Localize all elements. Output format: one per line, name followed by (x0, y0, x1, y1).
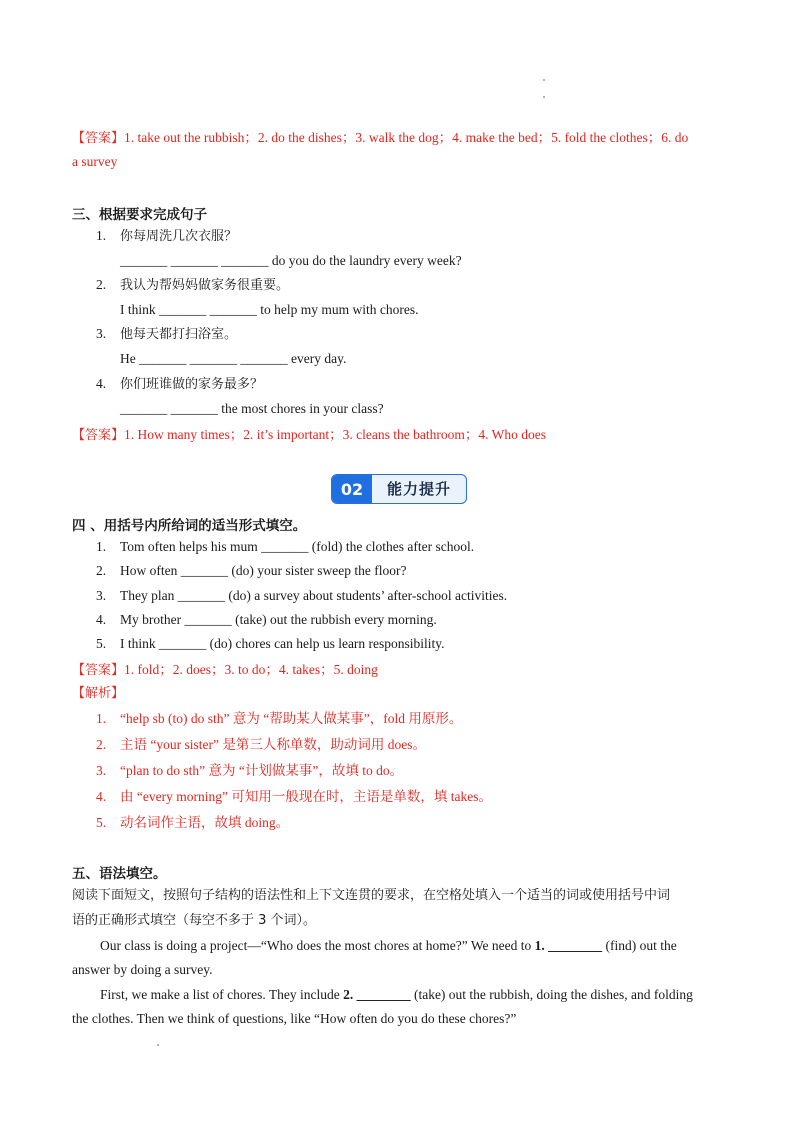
item-number: 3. (96, 326, 107, 341)
banner-title: 能力提升 (386, 480, 451, 498)
s3-item-4-en: _______ _______ the most chores in your class? (120, 401, 384, 416)
item-number: 5. (96, 636, 107, 651)
item-text: Tom often helps his mum _______ (fold) the clothes after school. (120, 539, 475, 554)
answer-text: 1. fold；2. does；3. to do；4. takes；5. doing (124, 662, 378, 677)
passage-text: (find) out the (605, 938, 677, 953)
analysis-item-5 (96, 814, 289, 832)
item-number: 1. (96, 539, 107, 554)
s4-item-5 (96, 635, 445, 653)
section-5-instructions-2: 语的正确形式填空（每空不多于 3 个词）。 (72, 913, 317, 928)
analysis-item-4 (96, 788, 492, 806)
analysis-text: “help sb (to) do sth” 意为 “帮助某人做某事”，fold 用原形。 (120, 711, 463, 726)
passage-line-3 (100, 986, 693, 1004)
s3-item-2 (96, 276, 289, 295)
footer-dot (157, 1044, 159, 1046)
item-number: 2. (96, 737, 107, 752)
section-3-title: 三、根据要求完成句子 (72, 207, 207, 223)
s3-item-2-en: I think _______ _______ to help my mum with chores. (120, 302, 419, 317)
passage-line-2: answer by doing a survey. (72, 962, 213, 977)
item-chinese: 他每天都打扫浴室。 (120, 327, 238, 342)
item-number: 5. (96, 815, 107, 830)
blank-number: 1. (534, 938, 545, 953)
analysis-item-1 (96, 710, 462, 728)
answer-label: 【答案】 (72, 131, 125, 146)
blank-number: 2. (343, 987, 354, 1002)
header-dot (543, 96, 545, 98)
item-text: My brother _______ (take) out the rubbish every morning. (120, 612, 437, 627)
analysis-text: 主语 “your sister” 是第三人称单数，助动词用 does。 (120, 737, 426, 752)
passage-text: Our class is doing a project—“Who does the most chores at home?” We need to (100, 938, 532, 953)
blank-field[interactable]: ________ (548, 938, 603, 953)
passage-text: (take) out the rubbish, doing the dishes, and folding (413, 987, 693, 1002)
header-dot (543, 79, 545, 81)
passage-line-1 (100, 937, 677, 955)
s3-item-1 (96, 227, 237, 246)
item-chinese: 你们班谁做的家务最多？ (120, 377, 264, 392)
section-4-title: 四 、用括号内所给词的适当形式填空。 (72, 518, 307, 534)
answer-label: 【答案】 (72, 428, 125, 443)
analysis-item-3 (96, 762, 403, 780)
item-text: How often _______ (do) your sister sweep the floor? (120, 563, 407, 578)
answer-text: 1. How many times；2. it’s important；3. cleans the bathroom；4. Who does (124, 427, 546, 442)
s3-item-4 (96, 375, 263, 394)
analysis-label: 【解析】 (72, 686, 125, 701)
passage-text: First, we make a list of chores. They include (100, 987, 340, 1002)
analysis-text: 动名词作主语，故填 doing。 (120, 815, 290, 830)
item-number: 4. (96, 612, 107, 627)
item-number: 2. (96, 563, 107, 578)
analysis-item-2 (96, 736, 426, 754)
s3-item-3 (96, 325, 237, 344)
analysis-text: “plan to do sth” 意为 “计划做某事”，故填 to do。 (120, 763, 404, 778)
analysis-text: 由 “every morning” 可知用一般现在时，主语是单数，填 takes。 (120, 789, 492, 804)
s4-item-4 (96, 611, 437, 629)
answer-label: 【答案】 (72, 663, 125, 678)
answer-block-4 (72, 661, 378, 680)
section-banner (331, 474, 467, 504)
item-number: 3. (96, 763, 107, 778)
blank-field[interactable]: ________ (356, 987, 411, 1002)
s4-item-2 (96, 562, 406, 580)
passage-line-4: the clothes. Then we think of questions, like “How often do you do these chores?” (72, 1011, 517, 1026)
answer-block-1-cont: a survey (72, 154, 118, 169)
item-number: 4. (96, 376, 107, 391)
item-chinese: 我认为帮妈妈做家务很重要。 (120, 278, 290, 293)
answer-text: 1. take out the rubbish；2. do the dishes；3. walk the dog；4. make the bed；5. fold the clothes；6. do (124, 130, 689, 145)
item-chinese: 你每周洗几次衣服？ (120, 229, 238, 244)
item-number: 1. (96, 228, 107, 243)
s3-item-3-en: He _______ _______ _______ every day. (120, 351, 347, 366)
item-number: 3. (96, 588, 107, 603)
item-number: 2. (96, 277, 107, 292)
item-number: 4. (96, 789, 107, 804)
section-5-instructions-1: 阅读下面短文，按照句子结构的语法性和上下文连贯的要求，在空格处填入一个适当的词或使用括号中词 (72, 888, 671, 903)
s3-item-1-en: _______ _______ _______ do you do the laundry every week? (120, 253, 462, 268)
answer-block-1 (72, 129, 688, 148)
section-5-title: 五、语法填空。 (72, 866, 167, 882)
answer-block-3 (72, 426, 546, 445)
item-number: 1. (96, 711, 107, 726)
banner-number: 02 (332, 475, 372, 504)
s4-item-1 (96, 538, 474, 556)
item-text: I think _______ (do) chores can help us learn responsibility. (120, 636, 445, 651)
s4-item-3 (96, 587, 507, 605)
item-text: They plan _______ (do) a survey about students’ after-school activities. (120, 588, 508, 603)
